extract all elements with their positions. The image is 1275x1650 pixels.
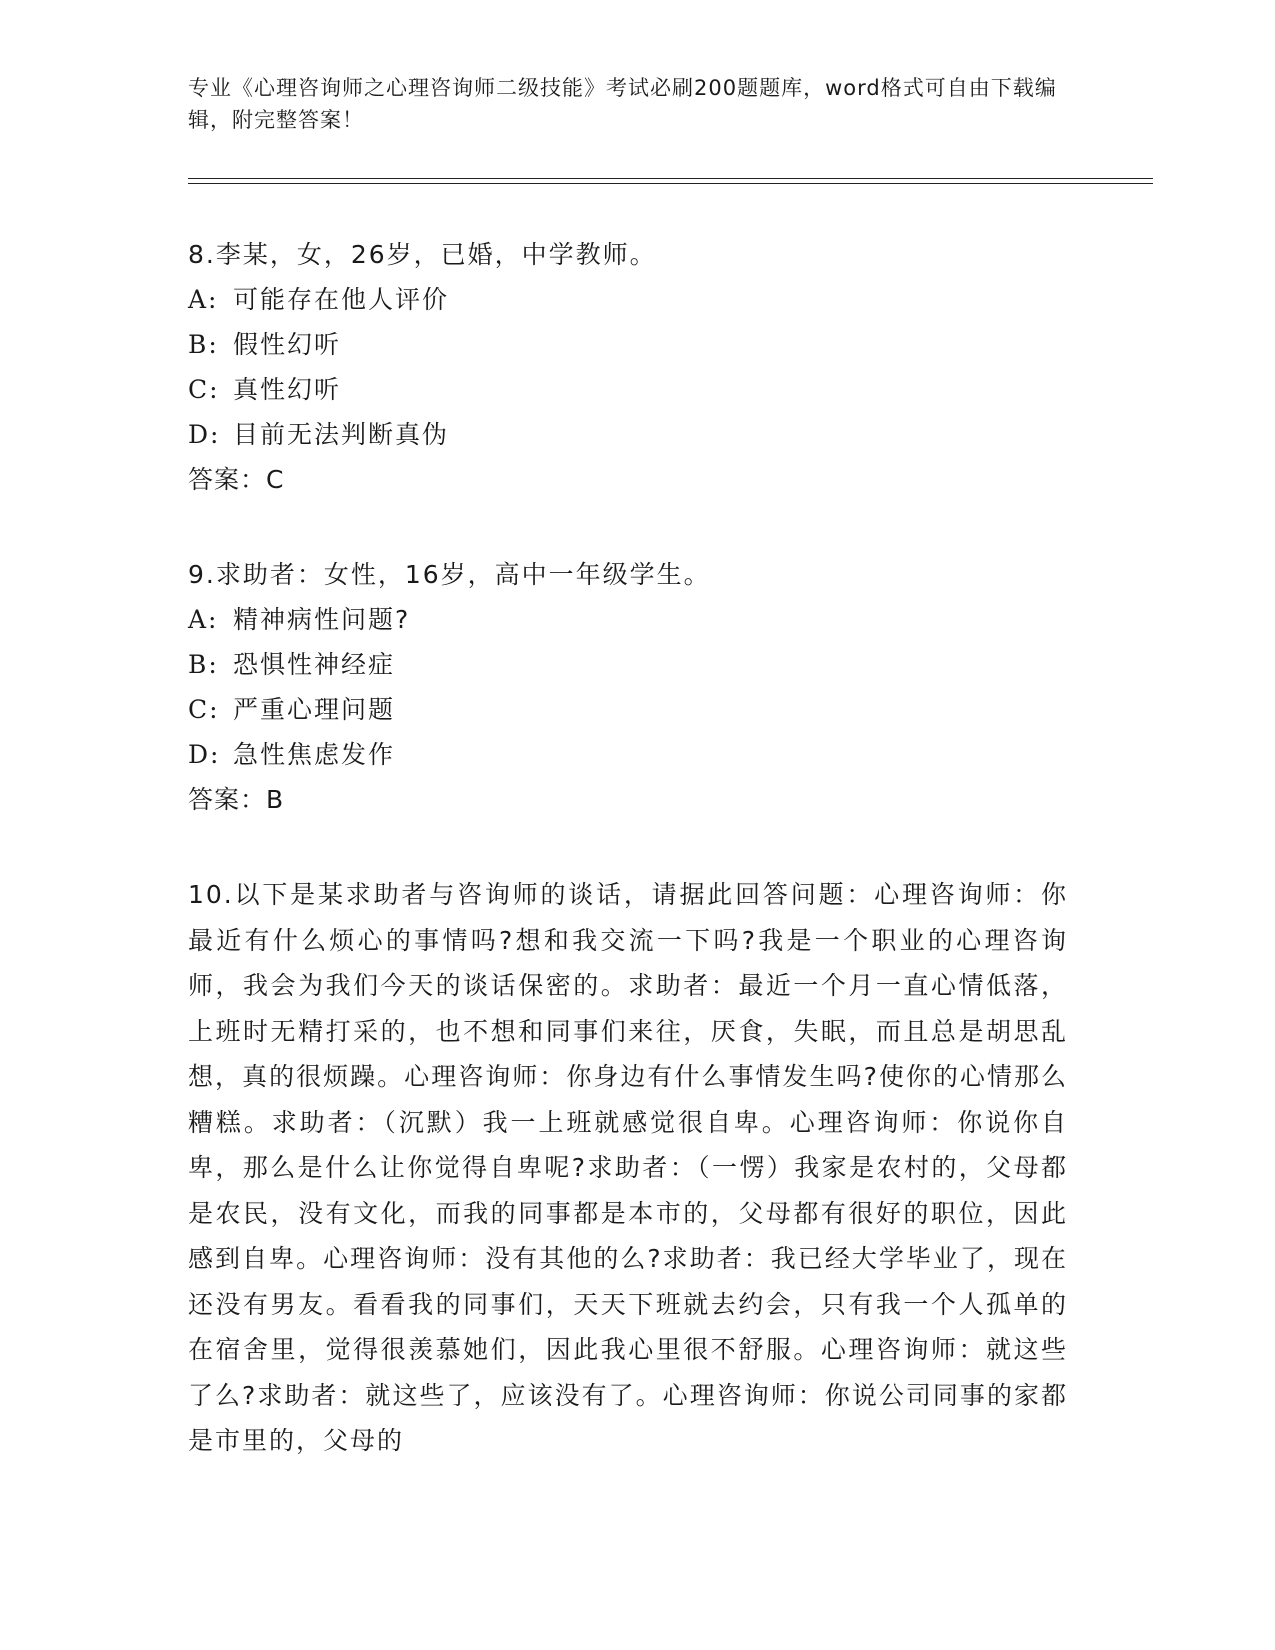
option-text: 恐惧性神经症 (233, 650, 396, 679)
option-text: 可能存在他人评价 (233, 285, 450, 314)
option-text: 精神病性问题? (233, 605, 411, 634)
question-stem: 8.李某，女，26岁，已婚，中学教师。 (188, 240, 657, 269)
option-letter: B: (188, 330, 219, 359)
question-9 (188, 552, 1068, 822)
option-text: 假性幻听 (233, 330, 342, 359)
document-header: 专业《心理咨询师之心理咨询师二级技能》考试必刷200题题库，word格式可自由下载编辑，附完整答案！ (188, 76, 1057, 132)
option-letter: A: (188, 285, 219, 314)
option-text: 急性焦虑发作 (233, 740, 396, 769)
option-text: 目前无法判断真伪 (233, 420, 450, 449)
option-text: 严重心理问题 (233, 695, 396, 724)
option-text: 真性幻听 (233, 375, 342, 404)
option-b (188, 642, 1068, 687)
question-stem: 9.求助者：女性，16岁，高中一年级学生。 (188, 560, 711, 589)
option-letter: A: (188, 605, 219, 634)
option-letter: D: (188, 740, 221, 769)
option-letter: B: (188, 650, 219, 679)
option-letter: D: (188, 420, 221, 449)
header-divider-top (188, 178, 1153, 179)
option-c (188, 687, 1068, 732)
question-8 (188, 232, 1068, 502)
option-c (188, 367, 1068, 412)
option-letter: C: (188, 375, 220, 404)
option-d (188, 732, 1068, 777)
header-divider-bottom (188, 183, 1153, 184)
option-a (188, 277, 1068, 322)
question-10: 10.以下是某求助者与咨询师的谈话，请据此回答问题：心理咨询师：你最近有什么烦心的事情吗?想和我交流一下吗?我是一个职业的心理咨询师，我会为我们今天的谈话保密的。求助者：最近一个月一直心情低落，上班时无精打采的，也不想和同事们来往，厌食，失眠，而且总是胡思乱想，真的很烦躁。心理咨询师：你身边有什么事情发生吗?使你的心情那么糟糕。求助者：（沉默）我一上班就感觉很自卑。心理咨询师：你说你自卑，那么是什么让你觉得自卑呢?求助者：（一愣）我家是农村的，父母都是农民，没有文化，而我的同事都是本市的，父母都有很好的职位，因此感到自卑。心理咨询师：没有其他的么?求助者：我已经大学毕业了，现在还没有男友。看看我的同事们，天天下班就去约会，只有我一个人孤单的在宿舍里，觉得很羡慕她们，因此我心里很不舒服。心理咨询师：就这些了么?求助者：就这些了，应该没有了。心理咨询师：你说公司同事的家都是市里的，父母的 (188, 880, 1068, 1455)
option-d (188, 412, 1068, 457)
option-a (188, 597, 1068, 642)
answer-line: 答案：B (188, 785, 285, 814)
answer-line: 答案：C (188, 465, 285, 494)
option-b (188, 322, 1068, 367)
option-letter: C: (188, 695, 220, 724)
